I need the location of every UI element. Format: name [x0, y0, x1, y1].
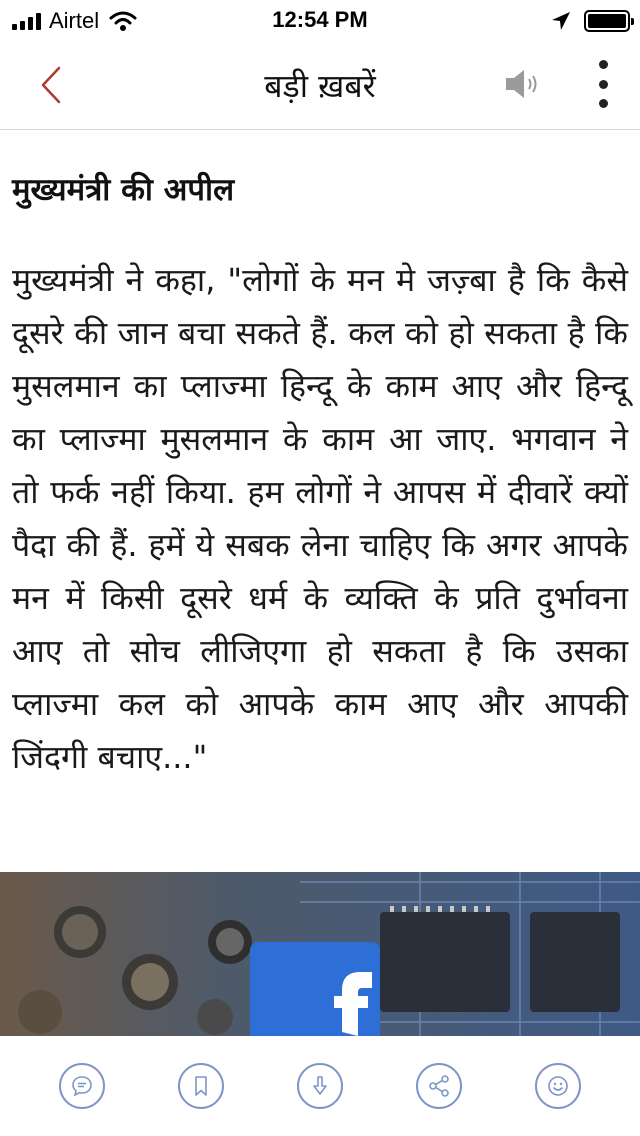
download-button[interactable] — [297, 1063, 343, 1109]
article — [12, 130, 628, 784]
bottom-toolbar — [0, 1036, 640, 1136]
article-body: मुख्यमंत्री ने कहा, "लोगों के मन मे जज़्बा है कि कैसे दूसरे की जान बचा सकते हैं. कल को हो सकता है कि मुसलमान का प्लाज्मा हिन्दू के काम आए और हिन्दू का प्लाज्मा मुसलमान के काम आ जाए. भगवान ने तो फर्क नहीं किया. हम लोगों ने आपस में दीवारें क्यों पैदा की हैं. हमें ये सबक लेना चाहिए कि अगर आपके मन में किसी दूसरे धर्म के व्यक्ति के प्रति दुर्भावना आए तो सोच लीजिएगा हो सकता है कि उसका प्लाज्मा कल को आपके काम आए और आपकी जिंदगी बचाए..." — [12, 261, 628, 776]
article-heading: मुख्यमंत्री की अपील — [12, 172, 235, 208]
status-bar — [0, 0, 640, 40]
status-right — [550, 8, 630, 34]
more-vertical-icon-dot — [599, 60, 608, 69]
speaker-icon — [500, 64, 548, 104]
comment-button[interactable] — [59, 1063, 105, 1109]
more-vertical-icon-dot — [599, 80, 608, 89]
page-title: बड़ी ख़बरें — [264, 67, 376, 105]
battery-fill — [588, 14, 626, 28]
reaction-button[interactable] — [535, 1063, 581, 1109]
circuit-board-image — [0, 872, 640, 1036]
bookmark-icon — [189, 1074, 213, 1098]
more-vertical-icon-dot — [599, 99, 608, 108]
speaker-button[interactable] — [500, 64, 548, 104]
carrier-name: Airtel — [49, 8, 100, 33]
emoji-icon — [546, 1074, 570, 1098]
nav-bar — [0, 40, 640, 130]
battery-icon — [584, 10, 630, 32]
bookmark-button[interactable] — [178, 1063, 224, 1109]
article-image — [0, 872, 640, 1036]
location-arrow-icon — [550, 10, 572, 32]
share-icon — [427, 1074, 451, 1098]
comment-icon — [70, 1074, 94, 1098]
more-options-button[interactable] — [588, 56, 618, 112]
download-icon — [308, 1074, 332, 1098]
status-time: 12:54 PM — [272, 7, 368, 32]
share-button[interactable] — [416, 1063, 462, 1109]
